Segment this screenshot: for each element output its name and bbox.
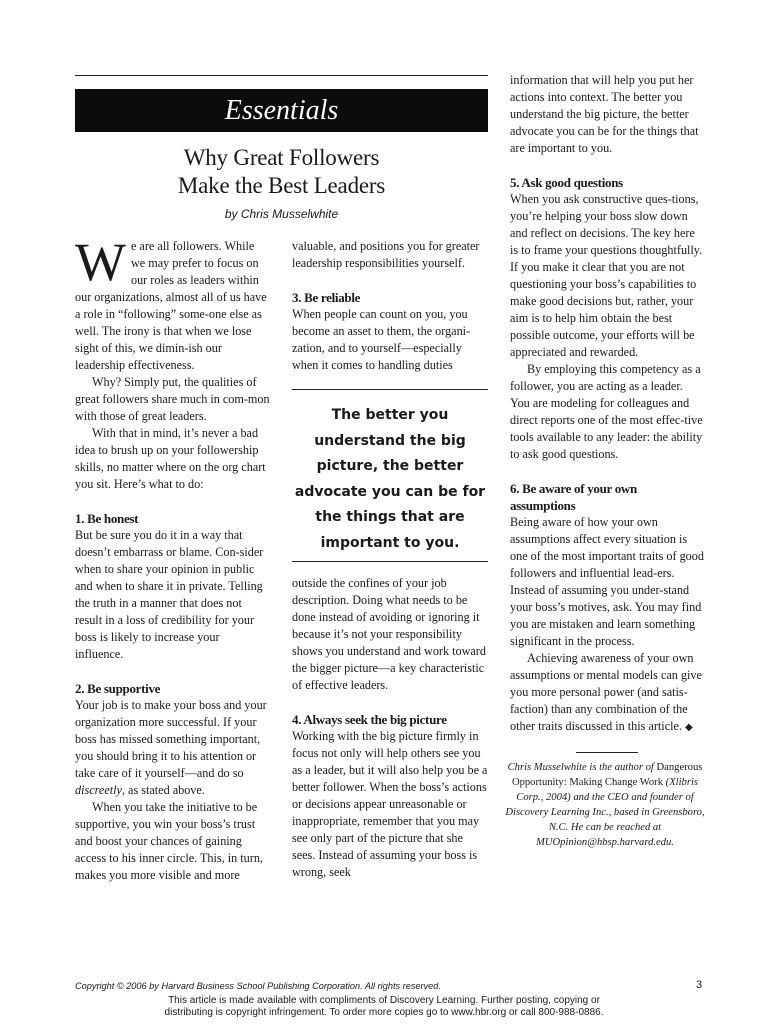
title-line-2: Make the Best Leaders [177,173,386,198]
drop-cap: W [75,232,126,292]
paragraph: Being aware of how your own assumptions affect every situation is one of the most important traits of good followers and influential lead-ers. Instead of assuming you under-stand your boss’s motives, ask. You may find you are mistaken and learn something significant in the process. [510,515,704,648]
copyright-notice: Copyright © 2006 by Harvard Business School Publishing Corporation. All rights reserved. [75,981,441,991]
paragraph: Your job is to make your boss and your organization more successful. If your boss has missed something important, you should bring it to his attention or take care of it yourself—and do so discreetly, as stated above. [75,698,267,797]
emphasis: discreetly [75,783,122,797]
paragraph: Working with the big picture firmly in focus not only will help others see you as a leader, but it will also help you be a better follower. When the boss’s actions or decisions appear unreasonable or inappropriate, remember that you may see only part of the picture that she sees. Instead of assuming your boss is wrong, seek [292,729,488,879]
paragraph: When people can count on you, you become an asset to them, the organi-zation, and to yourself—especially when it comes to handling duties [292,307,471,372]
paragraph: With that in mind, it’s never a bad idea to brush up on your followership skills, no matter where on the org chart you sit. Here’s what to do: [75,426,266,491]
heading-seek-big-picture: 4. Always seek the big picture [292,712,447,727]
paragraph: Achieving awareness of your own assumptions or mental models can give you more personal power (and satis-faction) than any combination of the other traits discussed in this article. ◆ [510,651,702,733]
byline: by Chris Musselwhite [224,207,339,221]
column-2 [292,238,488,374]
paragraph: information that will help you put her actions into context. The better you understand the big picture, the better advocate you can be for the things that are important to you. [510,73,699,155]
column-1 [75,232,270,884]
article-title [75,144,488,200]
pull-quote-bottom-rule [292,561,488,562]
heading-be-aware-assumptions: 6. Be aware of your own assumptions [510,481,637,513]
intro-paragraph: We are all followers. While we may prefer to focus on our roles as leaders within our organizations, almost all of us have a role in “following” some-one else as well. The irony is that when we lose sight of this, we dimin-ish our leadership effectiveness. [75,232,267,372]
paragraph: When you take the initiative to be supportive, you win your boss’s trust and boost your chances of gaining access to his inner circle. This, in turn, makes you more visible and more [75,800,263,882]
heading-be-supportive: 2. Be supportive [75,681,161,696]
top-rule [75,75,488,76]
heading-be-honest: 1. Be honest [75,511,139,526]
paragraph: Why? Simply put, the qualities of great followers share much in com-mon with those of great leaders. [75,375,270,423]
distribution-note: This article is made available with compliments of Discovery Learning. Further posting, copying or distributing is copyright infringement. To order more copies go to www.hbr.org or call 800-988-0886. [164,995,604,1018]
paragraph: outside the confines of your job description. Doing what needs to be done instead of avoiding or ignoring it because it’s not your responsibility shows you understand and work toward the bigger picture—a key characteristic of effective leaders. [292,576,486,692]
pull-quote-top-rule [292,389,488,390]
bio-rule [576,752,638,753]
section-banner [75,89,488,132]
end-mark-icon: ◆ [685,722,693,733]
paragraph: But be sure you do it in a way that doesn’t embarrass or blame. Con-sider when to share your opinion in public and when to share it in private. Telling the truth in a manner that does not result in a loss of credibility for your boss is likely to increase your influence. [75,528,264,661]
book-title: Dangerous Opportunity: Making Change Work [511,762,703,788]
title-line-1: Why Great Followers [183,145,380,170]
column-2-continued [292,575,488,881]
section-label: Essentials [224,94,339,126]
heading-be-reliable: 3. Be reliable [292,290,361,305]
paragraph: valuable, and positions you for greater leadership responsibilities yourself. [292,239,480,270]
column-3 [510,72,705,736]
paragraph: When you ask constructive ques-tions, you’re helping your boss slow down and reflect on decisions. The key here is to frame your questions thoughtfully. If you make it clear that you are not questioning your boss’s capabilities to make good decisions but, rather, your aim is to help him obtain the best possible outcome, your efforts will be appreciated and rewarded. [510,192,703,359]
author-bio: Chris Musselwhite is the author of Dangerous Opportunity: Making Change Work (Xlibris Corp., 2004) and the CEO and founder of Discovery Learning Inc., based in Greensboro, N.C. He can be reached at MUOpinion@hbsp.harvard.edu. [505,762,705,848]
pull-quote: The better you understand the big picture, the better advocate you can be for the things that are important to you. [294,407,486,551]
page-number: 3 [696,979,703,991]
paragraph: By employing this competency as a follower, you are acting as a leader. You are modeling for colleagues and direct reports one of the most effec-tive tools available to any leader: the ability to ask good questions. [510,362,703,461]
heading-ask-good-questions: 5. Ask good questions [510,175,623,190]
